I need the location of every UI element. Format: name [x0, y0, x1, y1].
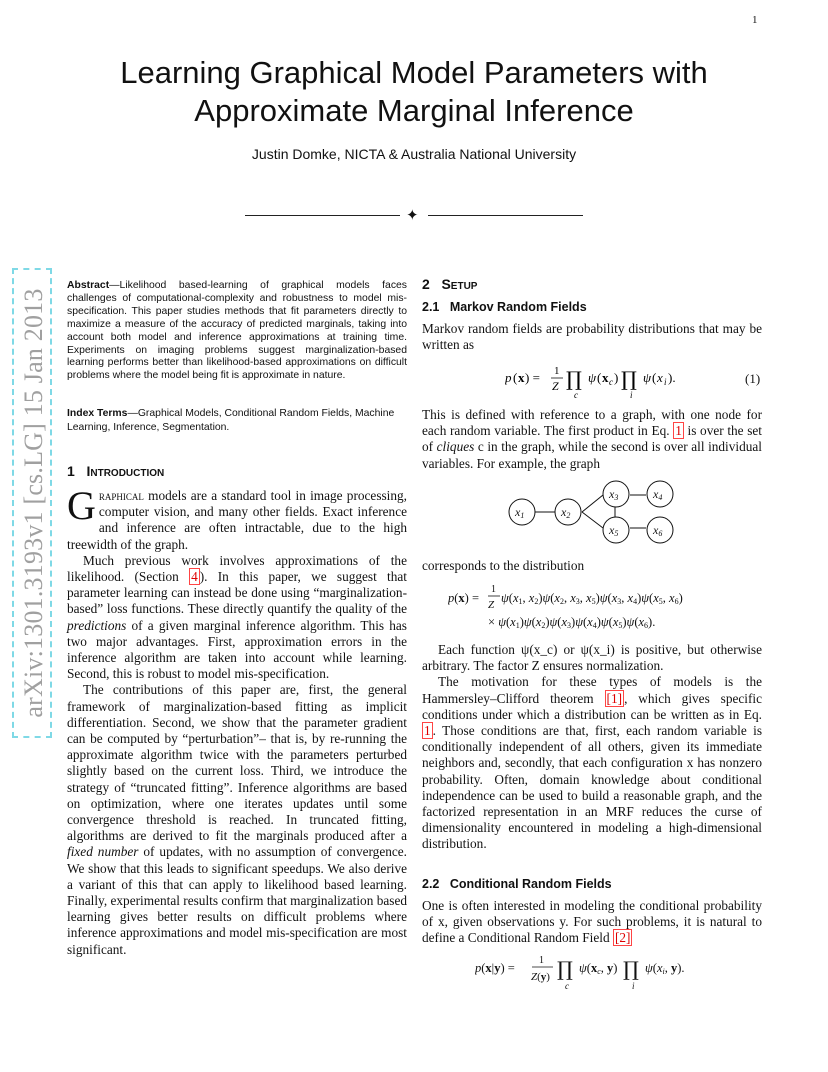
equation-2 — [448, 582, 768, 632]
node-x2-label: x2 — [561, 505, 571, 520]
svg-text:p(x|y) =: p(x|y) = — [475, 961, 515, 975]
crf-p-a: One is often interested in modeling the conditional probability of x, given observations y. For such problems, it is natural to define a Conditional Random Field — [422, 898, 762, 946]
mrf-p2-c: c in the graph, while the second is over all individual variables. For example, the graph — [422, 439, 762, 471]
page-number: 1 — [752, 14, 758, 26]
section-4-link[interactable]: 4 — [191, 569, 198, 585]
equation-1-render — [505, 360, 765, 400]
node-x6-label: x6 — [653, 523, 663, 538]
mrf-intro: Markov random fields are probability distributions that may be written as — [422, 321, 762, 353]
section-2-number: 2 — [422, 276, 430, 292]
abstract — [67, 280, 407, 383]
svg-text:ψ(xc, y): ψ(xc, y) — [579, 961, 618, 976]
intro-lead-smallcaps: raphical — [98, 488, 144, 503]
svg-text:).: ). — [668, 370, 676, 385]
title-line-1: Learning Graphical Model Parameters with — [120, 55, 708, 90]
svg-text:p(x) =: p(x) = — [448, 591, 480, 605]
svg-text:∏: ∏ — [557, 957, 573, 981]
paper-title — [60, 54, 768, 130]
svg-text:c: c — [574, 390, 578, 400]
index-terms-text: —Graphical Models, Conditional Random Fields, Machine Learning, Inference, Segmentation. — [67, 408, 395, 433]
equation-3 — [475, 950, 735, 992]
intro-p2-a: Much previous work involves approximations of the likelihood. (Section — [67, 552, 407, 585]
ref-1-link[interactable]: [1] — [606, 690, 623, 706]
section-1-body — [67, 483, 408, 958]
svg-text:Z: Z — [552, 379, 559, 393]
svg-text:ψ: ψ — [643, 370, 652, 385]
intro-p1-text: models are a standard tool in image processing, computer vision, and many other fields. Exact inference and inference are often intractable, due to the high treewidth of the graph. — [67, 488, 407, 552]
intro-paragraph-2 — [67, 553, 407, 683]
svg-text:ψ: ψ — [588, 370, 597, 385]
intro-paragraph-1 — [67, 483, 407, 553]
svg-text:1: 1 — [554, 365, 560, 377]
intro-p2-b: ). In this paper, we suggest that parameter learning can instead be done using “marginalization-based” loss functions. These directly quantify the quality of the — [67, 569, 407, 617]
subsection-2-2-heading — [422, 877, 612, 891]
svg-text:(: ( — [652, 370, 657, 385]
svg-text:c: c — [565, 981, 569, 991]
svg-text:ψ(x1, x2)ψ(x2, x3, x5)ψ(x3, x4: ψ(x1, x2)ψ(x2, x3, x5)ψ(x3, x4)ψ(x5, x6) — [501, 591, 683, 606]
intro-p3-em: fixed number — [67, 844, 139, 860]
svg-text:) =: ) = — [525, 370, 540, 385]
mrf-p5-a: The motivation for these types of models is the Hammersley–Clifford theorem — [422, 674, 762, 706]
divider-left — [245, 215, 400, 216]
mrf-paragraph-2 — [422, 407, 762, 472]
svg-text:Z: Z — [488, 599, 495, 611]
svg-text:p: p — [505, 370, 512, 385]
equation-3-render — [475, 950, 735, 992]
mrf-graph-diagram — [500, 480, 700, 544]
divider-ornament: ✦ — [406, 208, 419, 224]
authors: Justin Domke, NICTA & Australia National University — [251, 146, 577, 162]
mrf-p2-b: is over the set of — [422, 423, 763, 455]
svg-text:(: ( — [513, 370, 518, 385]
index-terms — [67, 407, 407, 434]
section-2-heading — [422, 276, 477, 292]
intro-p3-b: of updates, with no assumption of convergence. We show that this leads to significant speedups. We also derive a variant of this that can apply to likelihood based learning. Finally, experimental results confirm that marginalization based learning gives better results on difficult problems where inference approximations and model mis-specification are most significant. — [67, 844, 408, 957]
arxiv-stamp-text: arXiv:1301.3193v1 [cs.LG] 15 Jan 2013 — [12, 268, 52, 738]
divider-right — [428, 215, 583, 216]
svg-text:c: c — [609, 377, 613, 387]
svg-text:i: i — [630, 390, 633, 400]
abstract-text: —Likelihood based-learning of graphical models faces challenges of computational-complexity and robustness to model mis-specification. This paper studies methods that fit parameters directly to maximize a measure of the accuracy of predicted marginals, taking into account both model and inference approximations at training time. Experiments on imaging problems suggest marginalization-based learning performs better than likelihood-based approximations on difficult problems where the model being fit is approximate in nature. — [67, 280, 407, 382]
svg-text:1: 1 — [491, 584, 496, 595]
mrf-paragraph-4 — [422, 642, 762, 853]
abstract-label: Abstract — [67, 280, 110, 291]
equation-1-number: (1) — [745, 371, 761, 386]
svg-text:(: ( — [597, 370, 602, 385]
dropcap: G — [67, 483, 96, 528]
svg-text:): ) — [614, 370, 619, 385]
section-2-title: Setup — [441, 276, 478, 292]
svg-text:1: 1 — [539, 955, 544, 966]
svg-text:x: x — [518, 370, 525, 385]
mrf-p2-em: cliques — [436, 439, 475, 455]
node-x3-label: x3 — [609, 487, 619, 502]
subsection-2-2-number: 2.2 — [422, 877, 440, 891]
svg-text:x: x — [657, 370, 663, 385]
arxiv-stamp[interactable] — [9, 268, 55, 738]
index-terms-label: Index Terms — [67, 408, 128, 419]
svg-text:∏: ∏ — [621, 367, 637, 391]
eq-1-link-2[interactable]: 1 — [424, 723, 431, 739]
svg-text:i: i — [664, 377, 667, 387]
intro-paragraph-3 — [67, 682, 407, 957]
node-x1-label: x1 — [515, 505, 525, 520]
mrf-paragraph-5 — [422, 674, 762, 852]
node-x5-label: x5 — [609, 523, 619, 538]
svg-text:x: x — [602, 370, 609, 385]
intro-p2-c: of a given marginal inference algorithm. This has two major advantages. First, approximation errors in the inference algorithm are taken into account while learning. Second, this is robust to model mis-specification. — [67, 617, 407, 682]
section-1-title: Introduction — [86, 463, 165, 479]
section-1-heading — [67, 463, 164, 479]
section-1-number: 1 — [67, 463, 75, 479]
eq-1-link[interactable]: 1 — [675, 423, 682, 439]
equation-1 — [505, 360, 765, 400]
subsection-2-1-title: Markov Random Fields — [449, 300, 587, 314]
svg-text:Z(y): Z(y) — [531, 971, 550, 983]
svg-text:i: i — [632, 981, 635, 991]
subsection-2-1-number: 2.1 — [422, 300, 440, 314]
mrf-p2-a: This is defined with reference to a graph, with one node for each random variable. The first product in Eq. — [422, 407, 762, 439]
mrf-p5-b: , which gives specific conditions under which a distribution can be written as in Eq. — [422, 690, 762, 722]
equation-2-render — [448, 582, 768, 632]
distribution-intro: corresponds to the distribution — [422, 558, 585, 573]
subsection-2-1-heading — [422, 300, 587, 314]
title-line-2: Approximate Marginal Inference — [194, 93, 634, 128]
mrf-p4-text: Each function ψ(x_c) or ψ(x_i) is positive, but otherwise arbitrary. The factor Z ensures normalization. — [422, 642, 762, 674]
ref-2-link[interactable]: [2] — [614, 930, 631, 946]
svg-text:× ψ(x1)ψ(x2)ψ(x3)ψ(x4)ψ(x5)ψ(x: × ψ(x1)ψ(x2)ψ(x3)ψ(x4)ψ(x5)ψ(x6). — [488, 615, 656, 630]
intro-p2-em: predictions — [67, 617, 127, 633]
intro-p3-a: The contributions of this paper are, first, the general framework of marginalization-based fitting as implicit differentiation. Second, we show that the parameter gradient can be computed by “perturbation”– that is, by re-running the approximate algorithm twice with the parameters perturbed slightly based on the current loss. Third, we introduce the strategy of “truncated fitting”. Inference algorithms are based on optimization, where one iterates updates until some convergence threshold is reached. In truncated fitting, algorithms are derived to fit the marginals produced after a — [67, 682, 407, 844]
svg-text:ψ(xi, y).: ψ(xi, y). — [645, 961, 685, 976]
mrf-p5-c: . Those conditions are that, first, each random variable is conditionally independent of all others, given its immediate neighbors and, secondly, that each configuration x has nonzero probability. Often, domain knowledge about conditional independence can be used to build a reasonable graph, and the factorized representation in an MRF reduces the curse of dimensionality encountered in modeling a high-dimensional distribution. — [422, 723, 762, 852]
crf-paragraph — [422, 898, 762, 947]
svg-text:∏: ∏ — [566, 367, 582, 391]
subsection-2-2-title: Conditional Random Fields — [449, 877, 612, 891]
svg-text:∏: ∏ — [623, 957, 639, 981]
node-x4-label: x4 — [653, 487, 663, 502]
